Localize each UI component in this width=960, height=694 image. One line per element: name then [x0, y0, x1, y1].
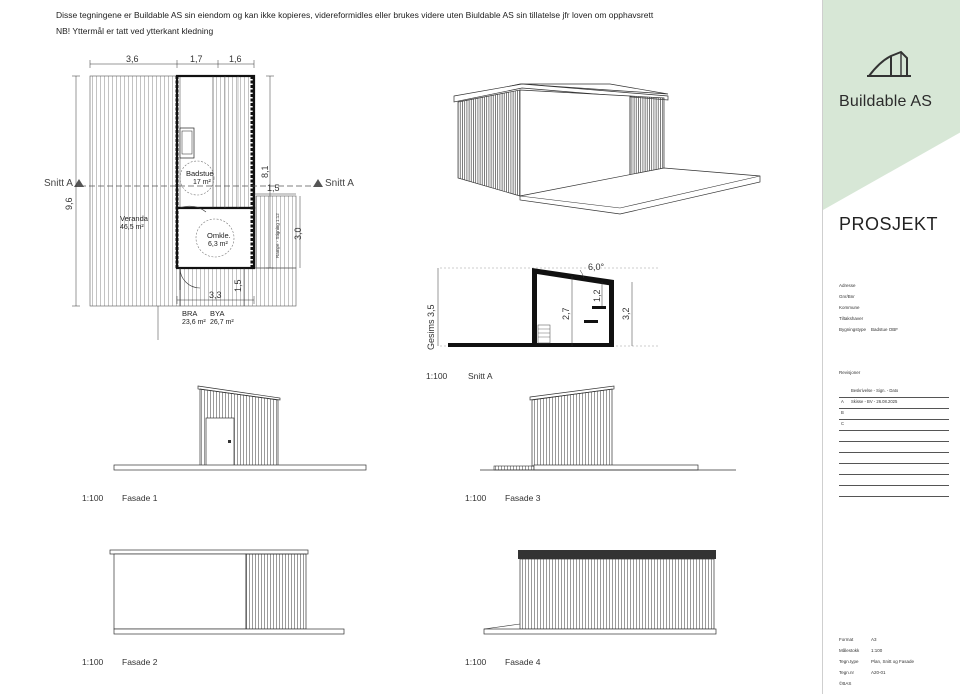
- field-value-bygningstype: Badstue OBF: [871, 327, 899, 332]
- room-omkle-area: 6,3 m²: [208, 241, 228, 248]
- title-block: [822, 0, 960, 694]
- door-handle: [228, 440, 231, 443]
- fasade-3-ramp: [494, 466, 534, 470]
- section-gesims: Gesims 3,5: [426, 304, 436, 350]
- revision-rule: [839, 485, 949, 486]
- bench-2: [592, 306, 606, 309]
- bya-label: BYA: [210, 309, 225, 318]
- field-label-gnr: Gnr/Bnr: [839, 294, 855, 299]
- section-arrow-left: [74, 179, 84, 187]
- ramp-label: Rampe - Stigning 1:12: [275, 213, 280, 258]
- bra-label: BRA: [182, 309, 198, 318]
- revision-rule: [839, 430, 949, 431]
- field-label-kommune: Kommune: [839, 305, 860, 310]
- revision-rule: [839, 408, 949, 409]
- fasade-3-title: Fasade 3: [505, 493, 541, 503]
- section-h2: 1,2: [592, 289, 602, 302]
- turning-circle-badstue: [180, 161, 214, 195]
- fasade-2-roof: [110, 550, 308, 554]
- fasade-4-wall: [520, 559, 714, 629]
- fasade-2: [82, 550, 344, 667]
- project-title: PROSJEKT: [839, 214, 939, 234]
- revision-rule: [839, 474, 949, 475]
- floor-plan: [44, 54, 354, 340]
- badstue-bench: [213, 76, 254, 208]
- buildable-logo-icon: [865, 48, 915, 80]
- section-wall-right: [609, 282, 614, 346]
- fasade-2-scale: 1:100: [82, 657, 104, 667]
- section-h1: 2,7: [561, 307, 571, 320]
- section-a: [426, 262, 660, 381]
- fasade-2-title: Fasade 2: [122, 657, 158, 667]
- dim-ramp: 3,0: [293, 227, 303, 240]
- veranda-deck: [90, 76, 180, 306]
- meta-value-type: Plan, Snitt og Fasade: [871, 659, 915, 664]
- meta-value-format: A3: [871, 637, 877, 642]
- revision-a-id: A: [841, 399, 844, 404]
- meta-label-format: Format: [839, 637, 854, 642]
- fasade-1: [82, 386, 366, 503]
- room-veranda-area: 46,5 m²: [120, 224, 144, 231]
- copyright-notice: Disse tegningene er Buildable AS sin eiendom og kan ikke kopieres, videreformidles eller brukes videre uten Biuldable AS sin tillatelse jfr loven om opphavsrett: [56, 10, 654, 20]
- revision-c-id: C: [841, 421, 845, 426]
- fasade-4-title: Fasade 4: [505, 657, 541, 667]
- fasade-3-deck: [534, 465, 698, 470]
- meta-value-scale: 1:100: [871, 648, 883, 653]
- bya-value: 26,7 m²: [210, 319, 234, 326]
- fasade-3-scale: 1:100: [465, 493, 487, 503]
- room-badstue-area: 17 m²: [193, 179, 211, 186]
- bench-1: [584, 320, 598, 323]
- dim-top-2: 1,7: [190, 54, 203, 64]
- revision-rule: [839, 463, 949, 464]
- section-floor: [448, 343, 614, 347]
- fasade-2-clad: [246, 554, 306, 629]
- dim-right: 8,1: [260, 165, 270, 178]
- snitt-right-label: Snitt A: [325, 178, 354, 189]
- revision-rule: [839, 441, 949, 442]
- stove-section: [538, 325, 550, 343]
- fasade-4-roof: [518, 550, 716, 559]
- fasade-4-scale: 1:100: [465, 657, 487, 667]
- meta-label-type: Tegn.type: [839, 659, 859, 664]
- room-veranda: Veranda: [120, 214, 148, 223]
- fasade-3: [465, 386, 736, 503]
- revision-b-id: B: [841, 410, 844, 415]
- fasade-1-deck: [114, 465, 366, 470]
- stove-inner: [182, 131, 192, 154]
- revision-a-text: Skisse - BV - 26.08.2025: [851, 399, 898, 404]
- revisions-title: Revisjoner: [839, 370, 861, 375]
- room-omkle: Omkle.: [207, 231, 231, 240]
- fasade-1-title: Fasade 1: [122, 493, 158, 503]
- dim-top-3: 1,6: [229, 54, 242, 64]
- revision-rule: [839, 419, 949, 420]
- brand-name: Buildable AS: [839, 93, 933, 110]
- perspective-view: [454, 84, 760, 214]
- fasade-4: [465, 550, 716, 667]
- dim-bottom: 3,3: [209, 290, 222, 300]
- dim-right2: 1,5: [267, 183, 280, 193]
- dim-left: 9,6: [64, 197, 74, 210]
- fasade-4-deck: [484, 629, 716, 634]
- revision-rule: [839, 452, 949, 453]
- room-badstue: Badstue: [186, 169, 214, 178]
- fasade-1-scale: 1:100: [82, 493, 104, 503]
- fasade-3-wall: [532, 389, 612, 466]
- field-label-adresse: Adresse: [839, 283, 856, 288]
- section-arrow-right: [313, 179, 323, 187]
- side-wall: [458, 90, 520, 196]
- fasade-2-deck: [114, 629, 344, 634]
- dim-top-1: 3,6: [126, 54, 139, 64]
- dim-bottom-v: 1,5: [233, 279, 243, 292]
- section-angle: 6,0°: [588, 262, 605, 272]
- section-title: Snitt A: [468, 371, 493, 381]
- revision-header: Beskrivelse - Sign. - Dato: [851, 388, 899, 393]
- meta-label-number: Tegn.nr: [839, 670, 855, 675]
- meta-value-number: A20-01: [871, 670, 886, 675]
- field-label-bygningstype: Bygningstype: [839, 327, 867, 332]
- footer-copyright: ©BAS: [839, 681, 852, 686]
- section-h3: 3,2: [621, 307, 631, 320]
- section-scale: 1:100: [426, 371, 448, 381]
- field-label-tiltakshaver: Tiltakshaver: [839, 316, 864, 321]
- cladding-note: NB! Yttermål er tatt ved ytterkant kledning: [56, 26, 214, 36]
- fasade-2-open: [114, 554, 246, 629]
- bra-value: 23,6 m²: [182, 319, 206, 326]
- front-wall-clad: [630, 96, 664, 178]
- snitt-left-label: Snitt A: [44, 178, 73, 189]
- meta-label-scale: Målestokk: [839, 648, 860, 653]
- revision-rule: [839, 397, 949, 398]
- revision-rule: [839, 496, 949, 497]
